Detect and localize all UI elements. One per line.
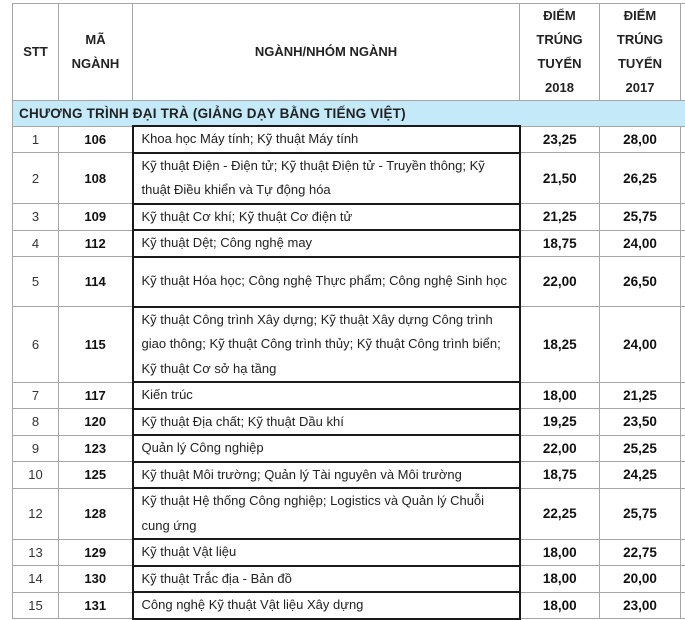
cell-score-2018: 18,00 (520, 592, 600, 619)
table-row (13, 230, 685, 257)
cell-extra (681, 230, 685, 257)
cell-extra (681, 409, 685, 436)
table-row (13, 539, 685, 566)
cell-name: Kỹ thuật Công trình Xây dựng; Kỹ thuật Xây dựng Công trình giao thông; Kỹ thuật Công trình thủy; Kỹ thuật Công trình biển; Kỹ thuật Cơ sở hạ tầng (133, 307, 520, 383)
table-row (13, 382, 685, 409)
cell-extra (681, 566, 685, 593)
cell-extra (681, 126, 685, 153)
cell-score-2017: 24,25 (600, 462, 681, 489)
header-extra (681, 4, 685, 101)
cell-name: Kỹ thuật Trắc địa - Bản đồ (133, 566, 520, 593)
cell-score-2018: 18,00 (520, 539, 600, 566)
cell-code: 128 (59, 488, 133, 539)
header-score-2018 (520, 4, 600, 101)
cell-name: Kiến trúc (133, 382, 520, 409)
header-2017-line3: TUYỂN (600, 52, 680, 76)
cell-code: 123 (59, 435, 133, 462)
cell-stt: 10 (13, 462, 59, 489)
cell-extra (681, 435, 685, 462)
cell-name: Quản lý Công nghiệp (133, 435, 520, 462)
cell-score-2018: 18,75 (520, 462, 600, 489)
table-row (13, 126, 685, 153)
cell-stt: 7 (13, 382, 59, 409)
cell-extra (681, 153, 685, 204)
cell-score-2018: 23,25 (520, 126, 600, 153)
cell-score-2018: 18,25 (520, 307, 600, 383)
table-row (13, 409, 685, 436)
cell-extra (681, 539, 685, 566)
cell-score-2017: 28,00 (600, 126, 681, 153)
table-row (13, 204, 685, 231)
cell-score-2017: 24,00 (600, 230, 681, 257)
cell-score-2017: 26,50 (600, 257, 681, 307)
cell-stt: 13 (13, 539, 59, 566)
cell-score-2017: 26,25 (600, 153, 681, 204)
cell-score-2018: 21,25 (520, 204, 600, 231)
cell-score-2018: 18,00 (520, 382, 600, 409)
cell-stt: 6 (13, 307, 59, 383)
header-2018-line3: TUYỂN (520, 52, 599, 76)
cell-code: 129 (59, 539, 133, 566)
cell-code: 125 (59, 462, 133, 489)
cell-stt: 4 (13, 230, 59, 257)
cell-extra (681, 488, 685, 539)
cell-name: Kỹ thuật Dệt; Công nghệ may (133, 230, 520, 257)
table-row (13, 566, 685, 593)
cell-name: Kỹ thuật Môi trường; Quản lý Tài nguyên và Môi trường (133, 462, 520, 489)
cell-name: Kỹ thuật Vật liệu (133, 539, 520, 566)
header-2018-line1: ĐIỂM (520, 4, 599, 28)
header-2017-line1: ĐIỂM (600, 4, 680, 28)
cell-score-2018: 21,50 (520, 153, 600, 204)
cell-extra (681, 462, 685, 489)
cell-code: 112 (59, 230, 133, 257)
cell-score-2017: 25,75 (600, 488, 681, 539)
table-row (13, 257, 685, 307)
cell-code: 114 (59, 257, 133, 307)
table-row (13, 307, 685, 383)
cell-name: Công nghệ Kỹ thuật Vật liệu Xây dựng (133, 592, 520, 619)
table-row (13, 435, 685, 462)
cell-name: Kỹ thuật Điện - Điện tử; Kỹ thuật Điện tử - Truyền thông; Kỹ thuật Điều khiển và Tự động hóa (133, 153, 520, 204)
cell-name: Kỹ thuật Hệ thống Công nghiệp; Logistics và Quản lý Chuỗi cung ứng (133, 488, 520, 539)
header-stt: STT (13, 4, 59, 101)
cell-stt: 14 (13, 566, 59, 593)
cell-score-2017: 22,75 (600, 539, 681, 566)
cell-code: 115 (59, 307, 133, 383)
cell-code: 109 (59, 204, 133, 231)
table-row (13, 488, 685, 539)
header-name: NGÀNH/NHÓM NGÀNH (133, 4, 520, 101)
cell-score-2018: 19,25 (520, 409, 600, 436)
cell-code: 120 (59, 409, 133, 436)
header-code-line1: MÃ (59, 28, 132, 52)
cell-stt: 5 (13, 257, 59, 307)
cell-extra (681, 382, 685, 409)
cell-stt: 2 (13, 153, 59, 204)
table-row (13, 462, 685, 489)
cell-name: Kỹ thuật Hóa học; Công nghệ Thực phẩm; Công nghệ Sinh học (133, 257, 520, 307)
cell-score-2018: 22,00 (520, 257, 600, 307)
cell-stt: 9 (13, 435, 59, 462)
cell-score-2018: 22,25 (520, 488, 600, 539)
cell-score-2017: 20,00 (600, 566, 681, 593)
cell-code: 131 (59, 592, 133, 619)
table-row (13, 153, 685, 204)
cell-code: 106 (59, 126, 133, 153)
admission-scores-table (12, 3, 685, 620)
cell-code: 117 (59, 382, 133, 409)
cell-score-2017: 25,25 (600, 435, 681, 462)
header-2018-line4: 2018 (520, 76, 599, 100)
cell-score-2017: 23,50 (600, 409, 681, 436)
header-2018-line2: TRÚNG (520, 28, 599, 52)
cell-extra (681, 204, 685, 231)
cell-score-2017: 23,00 (600, 592, 681, 619)
cell-extra (681, 257, 685, 307)
cell-score-2018: 18,75 (520, 230, 600, 257)
cell-stt: 12 (13, 488, 59, 539)
cell-score-2017: 25,75 (600, 204, 681, 231)
cell-name: Khoa học Máy tính; Kỹ thuật Máy tính (133, 126, 520, 153)
cell-name: Kỹ thuật Cơ khí; Kỹ thuật Cơ điện tử (133, 204, 520, 231)
header-code-line2: NGÀNH (59, 52, 132, 76)
header-2017-line4: 2017 (600, 76, 680, 100)
cell-stt: 1 (13, 126, 59, 153)
cell-stt: 3 (13, 204, 59, 231)
cell-code: 130 (59, 566, 133, 593)
cell-score-2018: 22,00 (520, 435, 600, 462)
cell-score-2018: 18,00 (520, 566, 600, 593)
cell-name: Kỹ thuật Địa chất; Kỹ thuật Dầu khí (133, 409, 520, 436)
cell-score-2017: 21,25 (600, 382, 681, 409)
table-row (13, 592, 685, 619)
cell-extra (681, 307, 685, 383)
section-title: CHƯƠNG TRÌNH ĐẠI TRÀ (GIẢNG DẠY BẰNG TIẾNG VIỆT) (13, 101, 685, 127)
table-header-row (13, 4, 685, 101)
cell-stt: 15 (13, 592, 59, 619)
cell-stt: 8 (13, 409, 59, 436)
cell-code: 108 (59, 153, 133, 204)
header-score-2017 (600, 4, 681, 101)
header-2017-line2: TRÚNG (600, 28, 680, 52)
cell-extra (681, 592, 685, 619)
cell-score-2017: 24,00 (600, 307, 681, 383)
section-row (13, 101, 685, 127)
header-code (59, 4, 133, 101)
